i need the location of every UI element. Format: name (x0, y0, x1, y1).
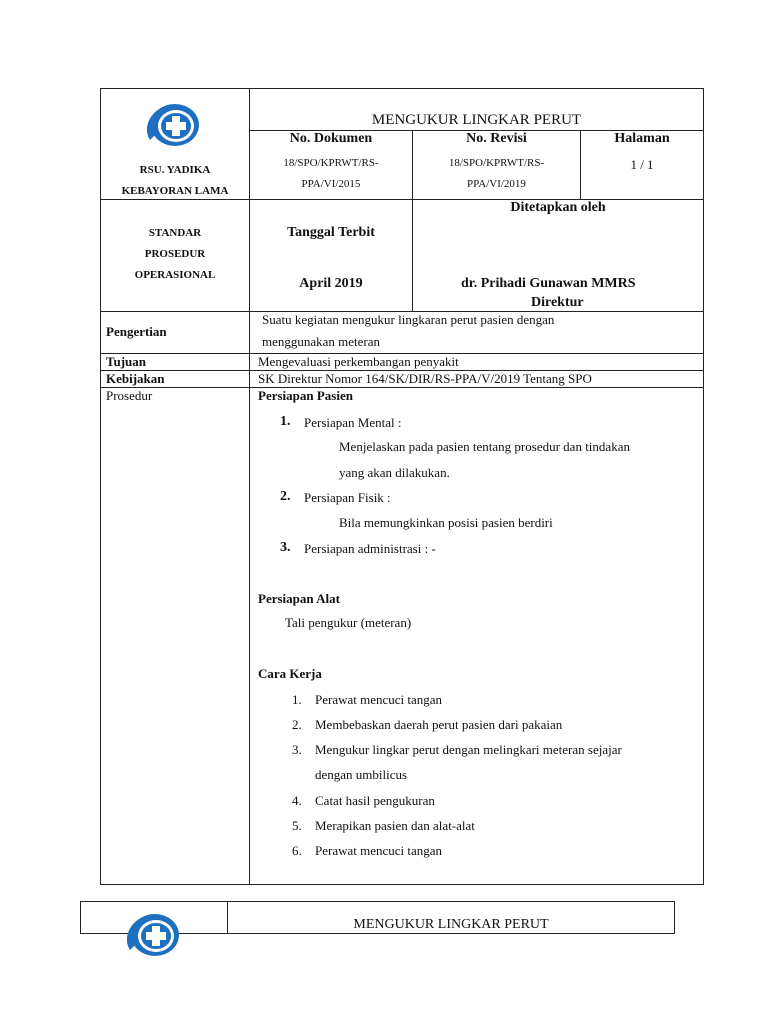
step-text: Catat hasil pengukuran (315, 793, 435, 808)
step-num: 6. (292, 843, 302, 858)
prosedur-label: Prosedur (106, 388, 153, 403)
pasien-item-label: Persiapan administrasi : - (304, 541, 436, 556)
step-text: Membebaskan daerah perut pasien dari pakaian (315, 717, 563, 732)
issued-date-value: April 2019 (299, 276, 363, 291)
next-page-title: MENGUKUR LINGKAR PERUT (353, 917, 549, 932)
revision-value-2: PPA/VI/2019 (467, 178, 526, 190)
step-num: 1. (292, 692, 302, 707)
doc-number-value-1: 18/SPO/KPRWT/RS- (283, 157, 379, 169)
fisik-description: Bila memungkinkan posisi pasien berdiri (339, 515, 553, 530)
kebijakan-bottom-line (100, 387, 704, 388)
pengertian-label: Pengertian (106, 324, 167, 339)
table-border-right (703, 88, 704, 885)
step-num: 3. (292, 742, 302, 757)
table-border-top (100, 88, 704, 89)
doc-number-value-2: PPA/VI/2015 (301, 178, 361, 190)
table-border-bottom (100, 884, 704, 885)
cara-kerja-title: Cara Kerja (258, 666, 322, 681)
alat-value: Tali pengukur (meteran) (285, 615, 412, 630)
spo-line-operasional: OPERASIONAL (134, 269, 216, 281)
pasien-item-label: Persiapan Fisik : (304, 490, 391, 505)
step-num: 4. (292, 793, 302, 808)
step-text: Merapikan pasien dan alat-alat (315, 818, 475, 833)
kebijakan-label: Kebijakan (106, 371, 165, 386)
spo-line-standar: STANDAR (148, 227, 202, 239)
hospital-cross-logo-icon (122, 910, 184, 960)
spo-line-prosedur: PROSEDUR (144, 248, 206, 260)
pengertian-text-1: Suatu kegiatan mengukur lingkaran perut pasien dengan (262, 312, 555, 327)
persiapan-alat-title: Persiapan Alat (258, 591, 340, 606)
page-value: 1 / 1 (630, 157, 654, 172)
kebijakan-value: SK Direktur Nomor 164/SK/DIR/RS-PPA/V/2019 Tentang SPO (258, 371, 592, 386)
step-text-continued: dengan umbilicus (315, 767, 408, 782)
pasien-item-label: Persiapan Mental : (304, 415, 402, 430)
hospital-cross-logo-icon (142, 100, 204, 150)
step-num: 5. (292, 818, 302, 833)
approver-name: dr. Prihadi Gunawan MMRS (461, 276, 636, 291)
step-text: Mengukur lingkar perut dengan melingkari meteran sejajar (315, 742, 622, 757)
table-border-left (100, 88, 101, 885)
pasien-item-num: 1. (280, 414, 291, 429)
step-num: 2. (292, 717, 302, 732)
pengertian-text-2: menggunakan meteran (262, 334, 381, 349)
persiapan-pasien-title: Persiapan Pasien (258, 388, 353, 403)
column-divider (249, 88, 250, 885)
pasien-item-num: 3. (280, 540, 291, 555)
pasien-item-num: 2. (280, 489, 291, 504)
revision-label: No. Revisi (466, 131, 527, 146)
page-label: Halaman (614, 131, 670, 146)
approver-title: Direktur (531, 295, 584, 310)
step-text: Perawat mencuci tangan (315, 692, 443, 707)
doc-number-label: No. Dokumen (289, 131, 373, 146)
next-table-border-right (674, 901, 675, 934)
step-text: Perawat mencuci tangan (315, 843, 443, 858)
mental-description-2: yang akan dilakukan. (339, 465, 450, 480)
document-title: MENGUKUR LINGKAR PERUT (371, 112, 582, 128)
hospital-name: RSU. YADIKA (139, 164, 211, 176)
revision-value-1: 18/SPO/KPRWT/RS- (448, 157, 545, 169)
next-table-border-top (80, 901, 675, 902)
tujuan-value: Mengevaluasi perkembangan penyakit (258, 354, 459, 369)
mental-description-1: Menjelaskan pada pasien tentang prosedur dan tindakan (339, 439, 630, 454)
next-table-border-left (80, 901, 81, 934)
tujuan-label: Tujuan (106, 354, 146, 369)
hospital-branch: KEBAYORAN LAMA (121, 185, 229, 197)
approved-by-label: Ditetapkan oleh (510, 200, 606, 215)
issued-date-label: Tanggal Terbit (287, 225, 375, 240)
